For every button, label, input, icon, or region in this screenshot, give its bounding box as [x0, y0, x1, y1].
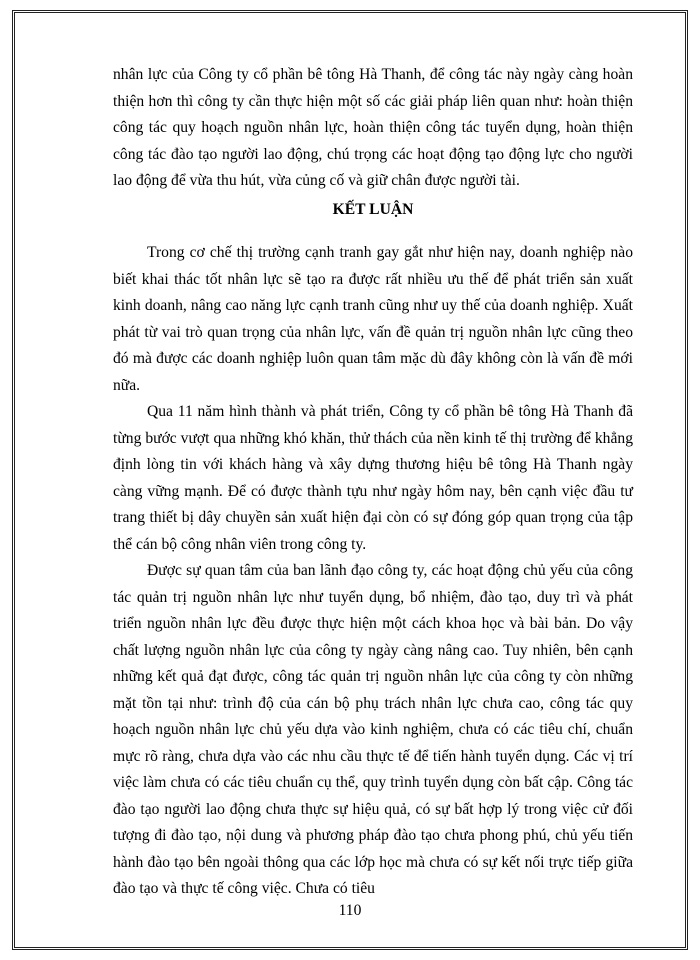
page-number: 110: [338, 902, 362, 919]
section-heading: KẾT LUẬN: [332, 200, 414, 218]
paragraph-3: Được sự quan tâm của ban lãnh đạo công ty, các hoạt động chủ yếu của công tác quản trị nguồn nhân lực như tuyển dụng, bổ nhiệm, đào tạo, duy trì và phát triển nguồn nhân lực đều được thực hiện một cách khoa học và bài bản. Do vậy chất lượng nguồn nhân lực của công ty ngày càng nâng cao. Tuy nhiên, bên cạnh những kết quả đạt được, công tác quản trị nguồn nhân lực của công ty còn những mặt tồn tại như: trình độ của cán bộ phụ trách nhân lực chưa cao, công tác quy hoạch nguồn nhân lực chủ yếu dựa vào kinh nghiệm, chưa có các tiêu chí, chuẩn mực rõ ràng, chưa dựa vào các nhu cầu thực tế để tiến hành tuyển dụng. Các vị trí việc làm chưa có các tiêu chuẩn cụ thể, quy trình tuyển dụng còn bất cập. Công tác đào tạo người lao động chưa thực sự hiệu quả, có sự bất hợp lý trong việc cử đối tượng đi đào tạo, nội dung và phương pháp đào tạo chưa phong phú, chủ yếu tiến hành đào tạo bên ngoài thông qua các lớp học mà chưa có sự kết nối trực tiếp giữa đào tạo và thực tế công việc. Chưa có tiêu: [113, 562, 633, 897]
paragraph-2: Qua 11 năm hình thành và phát triển, Công ty cổ phần bê tông Hà Thanh đã từng bước vượt qua những khó khăn, thử thách của nền kinh tế thị trường để khẳng định lòng tin với khách hàng và xây dựng thương hiệu bê tông Hà Thanh ngày càng vững mạnh. Để có được thành tựu như ngày hôm nay, bên cạnh việc đầu tư trang thiết bị dây chuyền sản xuất hiện đại còn có sự đóng góp quan trọng của tập thể cán bộ công nhân viên trong công ty.: [113, 403, 633, 553]
page-content: [113, 62, 633, 903]
paragraph-1: Trong cơ chế thị trường cạnh tranh gay gắt như hiện nay, doanh nghiệp nào biết khai thác tốt nhân lực sẽ tạo ra được rất nhiều ưu thế để phát triển sản xuất kinh doanh, nâng cao năng lực cạnh tranh cũng như uy thế của doanh nghiệp. Xuất phát từ vai trò quan trọng của nhân lực, vấn đề quản trị nguồn nhân lực cũng theo đó mà được các doanh nghiệp luôn quan tâm mặc dù đây không còn là vấn đề mới nữa.: [113, 244, 633, 394]
paragraph-continued: nhân lực của Công ty cổ phần bê tông Hà Thanh, để công tác này ngày càng hoàn thiện hơn thì công ty cần thực hiện một số các giải pháp liên quan như: hoàn thiện công tác quy hoạch nguồn nhân lực, hoàn thiện công tác tuyển dụng, hoàn thiện công tác đào tạo người lao động, chú trọng các hoạt động tạo động lực cho người lao động để vừa thu hút, vừa củng cố và giữ chân được người tài.: [113, 66, 633, 189]
